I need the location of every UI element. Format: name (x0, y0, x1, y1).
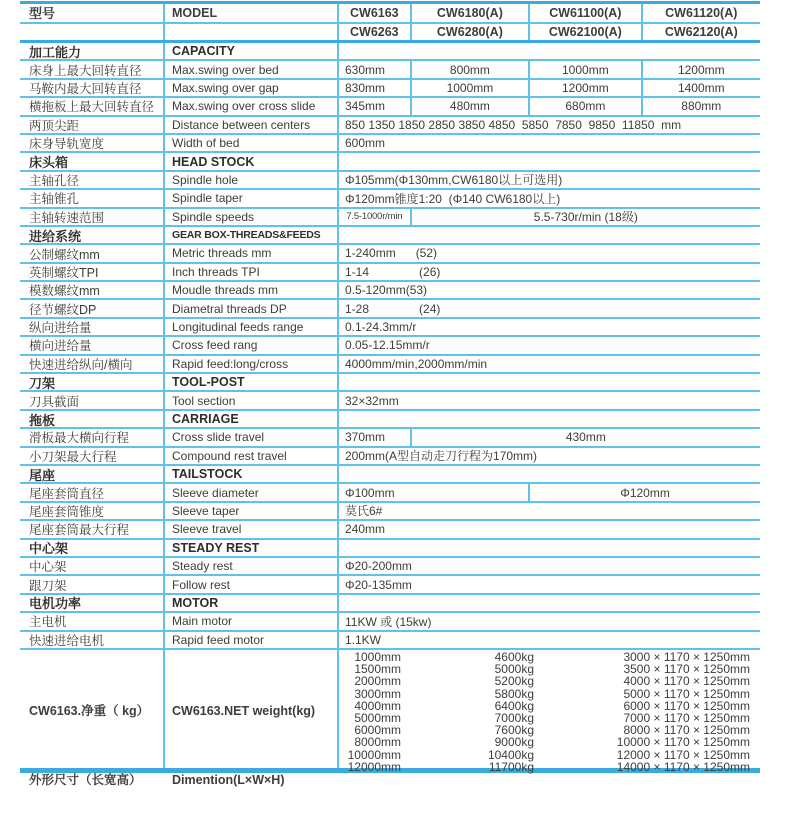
spec-value: 1.1KW (345, 632, 382, 647)
label-en: MOTOR (163, 595, 337, 611)
label-en: Spindle speeds (163, 209, 337, 225)
spec-value: 480mm (410, 98, 528, 114)
spec-row (20, 392, 760, 410)
spec-value: CW6163 (350, 5, 399, 20)
spec-value: 0.05-12.15mm/r (345, 338, 430, 353)
value-cells (337, 558, 760, 574)
spec-row (20, 484, 760, 502)
weight-value: 4600kg (494, 649, 534, 664)
spec-value: 1400mm (641, 80, 760, 96)
label-zh: 床身导轨宽度 (29, 137, 105, 152)
label-en: Longitudinal feeds range (163, 319, 337, 335)
dimension-value: 5000 × 1170 × 1250mm (623, 686, 750, 701)
spec-table (20, 1, 760, 787)
spec-value: 430mm (410, 429, 760, 445)
label-zh: 模数螺纹mm (29, 284, 100, 299)
label-en: Max.swing over gap (163, 80, 337, 96)
label-zh: 两顶尖距 (29, 118, 80, 133)
spec-value: 345mm (345, 99, 386, 114)
spec-value: 11KW 或 (15kw) (345, 614, 432, 629)
label-zh: 床身上最大回转直径 (29, 63, 142, 78)
dimension-label-en: Dimention(L×W×H) (172, 772, 285, 787)
spec-row (20, 98, 760, 116)
label-en: STEADY REST (163, 540, 337, 556)
dimension-value: 6000 × 1170 × 1250mm (623, 698, 750, 713)
label-en: Sleeve travel (163, 521, 337, 537)
spec-value (339, 540, 760, 556)
label-zh: 径节螺纹DP (29, 302, 97, 317)
value-cells (337, 135, 760, 151)
value-cells (337, 429, 760, 445)
model-header (20, 4, 760, 43)
spec-value: 1-28 (24) (345, 301, 441, 316)
spec-value: 1000mm (410, 80, 528, 96)
value-cells (337, 484, 760, 500)
label-zh: 刀具截面 (29, 394, 80, 409)
label-zh (20, 24, 163, 41)
value-cells (337, 392, 760, 408)
label-en: Inch threads TPI (163, 264, 337, 280)
label-zh: 中心架 (29, 560, 67, 575)
label-zh: 尾座套筒直径 (29, 486, 105, 501)
spec-row (20, 632, 760, 650)
spec-row (20, 245, 760, 263)
label-zh: 马鞍内最大回转直径 (29, 81, 142, 96)
value-cells (337, 172, 760, 188)
value-cells (337, 61, 760, 77)
label-zh: 进给系统 (29, 228, 82, 244)
label-en (163, 24, 337, 41)
weight-value: 5200kg (494, 674, 534, 689)
value-cells (337, 300, 760, 316)
dimension-value: 12000 × 1170 × 1250mm (616, 747, 750, 762)
label-en: GEAR BOX-THREADS&FEEDS (163, 227, 337, 243)
spec-value: CW62120(A) (641, 24, 760, 41)
spec-row (20, 448, 760, 466)
weight-value: 11700kg (488, 759, 534, 774)
value-cells (337, 264, 760, 280)
spec-row (20, 117, 760, 135)
label-zh: 公制螺纹mm (29, 247, 100, 262)
dimension-value: 14000 × 1170 × 1250mm (616, 759, 750, 774)
spec-value: CW62100(A) (528, 24, 640, 41)
value-cells (337, 43, 760, 59)
label-en: MODEL (163, 4, 337, 22)
length-value: 1000mm (354, 649, 401, 664)
value-cells (337, 503, 760, 519)
spec-value: 800mm (410, 61, 528, 77)
spec-value: 7.5-1000r/min (346, 211, 403, 223)
weight-value: 7000kg (494, 710, 534, 725)
length-value: 12000mm (347, 759, 401, 774)
value-cells (337, 319, 760, 335)
spec-value: 5.5-730r/min (18级) (410, 209, 760, 225)
weight-dimension-values (337, 649, 760, 774)
value-cells (337, 337, 760, 353)
value-cells (337, 595, 760, 611)
spec-value: CW6180(A) (410, 4, 528, 22)
value-cells (337, 411, 760, 427)
label-zh: 型号 (29, 6, 56, 22)
spec-value: 600mm (345, 136, 386, 151)
section-row (20, 227, 760, 245)
spec-row (20, 80, 760, 98)
label-en: Sleeve diameter (163, 484, 337, 500)
spec-value: 240mm (345, 522, 386, 537)
spec-value (339, 466, 760, 482)
weight-value: 5000kg (494, 662, 534, 677)
label-en: Rapid feed:long/cross (163, 356, 337, 372)
label-en: Sleeve taper (163, 503, 337, 519)
section-row (20, 43, 760, 61)
weight-value: 5800kg (494, 686, 534, 701)
dimension-value: 4000 × 1170 × 1250mm (623, 674, 750, 689)
section-row (20, 466, 760, 484)
label-en: Max.swing over bed (163, 61, 337, 77)
value-cells (337, 227, 760, 243)
weight-value: 10400kg (487, 747, 534, 762)
label-en: Spindle taper (163, 190, 337, 206)
spec-value: Φ105mm(Φ130mm,CW6180以上可选用) (345, 173, 563, 188)
label-en: CARRIAGE (163, 411, 337, 427)
weight-value: 7600kg (494, 723, 534, 738)
length-value: 1500mm (354, 662, 401, 677)
spec-row (20, 337, 760, 355)
label-en: Distance between centers (163, 117, 337, 133)
label-zh: 主轴转速范围 (29, 210, 105, 225)
value-cells (337, 466, 760, 482)
label-zh: 快速进给纵向/横向 (29, 357, 133, 372)
value-cells (337, 117, 760, 133)
spec-value (339, 43, 760, 59)
label-en: Follow rest (163, 576, 337, 592)
label-zh: 主轴锥孔 (29, 192, 80, 207)
value-cells (337, 24, 760, 41)
spec-row (20, 521, 760, 539)
label-en: Cross feed rang (163, 337, 337, 353)
label-zh: 尾座套筒锥度 (29, 504, 105, 519)
label-zh: 尾座套筒最大行程 (29, 523, 130, 538)
spec-row (20, 190, 760, 208)
spec-value: Φ20-200mm (345, 559, 412, 574)
length-value: 5000mm (354, 710, 401, 725)
weight-dimension-block (20, 649, 760, 787)
value-cells (337, 4, 760, 22)
label-zh: 主电机 (29, 615, 67, 630)
label-zh: 小刀架最大行程 (29, 449, 117, 464)
label-en: Main motor (163, 613, 337, 629)
value-cells (337, 153, 760, 169)
value-cells (337, 209, 760, 225)
label-en: CAPACITY (163, 43, 337, 59)
spec-row (20, 264, 760, 282)
label-zh: 床头箱 (29, 155, 69, 171)
spec-value: 880mm (641, 98, 760, 114)
spec-row (20, 61, 760, 79)
label-en: Steady rest (163, 558, 337, 574)
length-value: 2000mm (354, 674, 401, 689)
bottom-label-zh (20, 650, 163, 787)
length-value: 10000mm (347, 747, 401, 762)
label-zh: 纵向进给量 (29, 321, 92, 336)
spec-rows (20, 43, 760, 650)
spec-value: 630mm (345, 62, 386, 77)
spec-value: 1-14 (26) (345, 264, 441, 279)
spec-value: Φ120mm (528, 484, 760, 500)
weight-value: 9000kg (494, 735, 534, 750)
label-en: Metric threads mm (163, 245, 337, 261)
label-en: Width of bed (163, 135, 337, 151)
spec-value: 1200mm (528, 80, 640, 96)
label-zh: 拖板 (29, 412, 56, 428)
spec-value: 200mm(A型自动走刀行程为170mm) (345, 449, 538, 464)
label-en: TAILSTOCK (163, 466, 337, 482)
label-zh: 滑板最大横向行程 (29, 431, 130, 446)
spec-value: Φ100mm (345, 485, 395, 500)
spec-row (20, 282, 760, 300)
label-en: Max.swing over cross slide (163, 98, 337, 114)
net-weight-label-en: CW6163.NET weight(kg) (172, 703, 316, 718)
value-cells (337, 282, 760, 298)
spec-value: Φ20-135mm (345, 577, 412, 592)
length-value: 8000mm (354, 735, 401, 750)
spec-row (20, 576, 760, 594)
spec-value: CW6263 (350, 24, 399, 39)
spec-value: 0.5-120mm(53) (345, 283, 428, 298)
dimension-label-zh: 外形尺寸（长宽高） (29, 772, 142, 787)
label-zh: 横向进给量 (29, 339, 92, 354)
spec-row (20, 356, 760, 374)
model-row-1 (20, 4, 760, 24)
spec-row (20, 429, 760, 447)
value-cells (337, 448, 760, 464)
label-zh: 跟刀架 (29, 578, 67, 593)
spec-value: CW61120(A) (641, 4, 760, 22)
label-zh: 电机功率 (29, 596, 82, 612)
label-en: Tool section (163, 392, 337, 408)
bottom-label-en (163, 650, 337, 787)
length-value: 6000mm (354, 723, 401, 738)
label-zh: 英制螺纹TPI (29, 265, 99, 280)
spec-value (339, 595, 760, 611)
dimension-value: 8000 × 1170 × 1250mm (623, 723, 750, 738)
spec-row (20, 558, 760, 576)
spec-value: 680mm (528, 98, 640, 114)
label-en: Cross slide travel (163, 429, 337, 445)
model-row-2 (20, 24, 760, 44)
label-zh: 尾座 (29, 467, 56, 483)
label-zh: 主轴孔径 (29, 173, 80, 188)
dimension-value: 10000 × 1170 × 1250mm (616, 735, 750, 750)
spec-value: 1200mm (641, 61, 760, 77)
label-zh: 横拖板上最大回转直径 (29, 100, 155, 115)
spec-value (339, 227, 760, 243)
length-value: 4000mm (354, 698, 401, 713)
value-cells (337, 356, 760, 372)
value-cells (337, 540, 760, 556)
section-row (20, 411, 760, 429)
section-row (20, 540, 760, 558)
spec-row (20, 503, 760, 521)
spec-value: 0.1-24.3mm/r (345, 320, 417, 335)
label-zh: 快速进给电机 (29, 633, 105, 648)
spec-value: 1000mm (528, 61, 640, 77)
spec-row (20, 172, 760, 190)
value-cells (337, 245, 760, 261)
spec-value: 4000mm/min,2000mm/min (345, 356, 488, 371)
value-cells (337, 374, 760, 390)
spec-value (339, 374, 760, 390)
label-zh: 加工能力 (29, 44, 82, 60)
net-weight-label-zh: CW6163.净重（ kg） (29, 703, 150, 718)
value-cells (337, 190, 760, 206)
spec-value: 莫氏6# (345, 504, 383, 519)
spec-row (20, 209, 760, 227)
value-cells (337, 613, 760, 629)
label-zh: 中心架 (29, 541, 69, 557)
dimension-value: 7000 × 1170 × 1250mm (623, 710, 750, 725)
spec-value: 830mm (345, 80, 386, 95)
length-value: 3000mm (354, 686, 401, 701)
spec-value (339, 411, 760, 427)
spec-value: 32×32mm (345, 393, 399, 408)
label-en: Spindle hole (163, 172, 337, 188)
value-cells (337, 80, 760, 96)
spec-row (20, 613, 760, 631)
dimension-value: 3500 × 1170 × 1250mm (623, 662, 750, 677)
spec-value: CW61100(A) (528, 4, 640, 22)
spec-row (20, 135, 760, 153)
section-row (20, 595, 760, 613)
dimension-value: 3000 × 1170 × 1250mm (623, 649, 750, 664)
spec-value: Φ120mm锥度1:20 (Φ140 CW6180以上) (345, 191, 561, 206)
label-en: Compound rest travel (163, 448, 337, 464)
section-row (20, 374, 760, 392)
value-cells (337, 521, 760, 537)
label-en: HEAD STOCK (163, 153, 337, 169)
spec-value: 850 1350 1850 2850 3850 4850 5850 7850 9850 11850 mm (345, 117, 682, 132)
label-en: Diametral threads DP (163, 300, 337, 316)
section-row (20, 153, 760, 171)
spec-value: CW6280(A) (410, 24, 528, 41)
label-en: Moudle threads mm (163, 282, 337, 298)
label-en: TOOL-POST (163, 374, 337, 390)
weight-value: 6400kg (494, 698, 534, 713)
spec-row (20, 319, 760, 337)
label-zh: 刀架 (29, 375, 56, 391)
spec-value: 370mm (345, 430, 386, 445)
value-cells (337, 576, 760, 592)
value-cells (337, 98, 760, 114)
spec-value (339, 153, 760, 169)
value-cells (337, 632, 760, 648)
spec-value: 1-240mm (52) (345, 246, 438, 261)
label-en: Rapid feed motor (163, 632, 337, 648)
spec-row (20, 300, 760, 318)
